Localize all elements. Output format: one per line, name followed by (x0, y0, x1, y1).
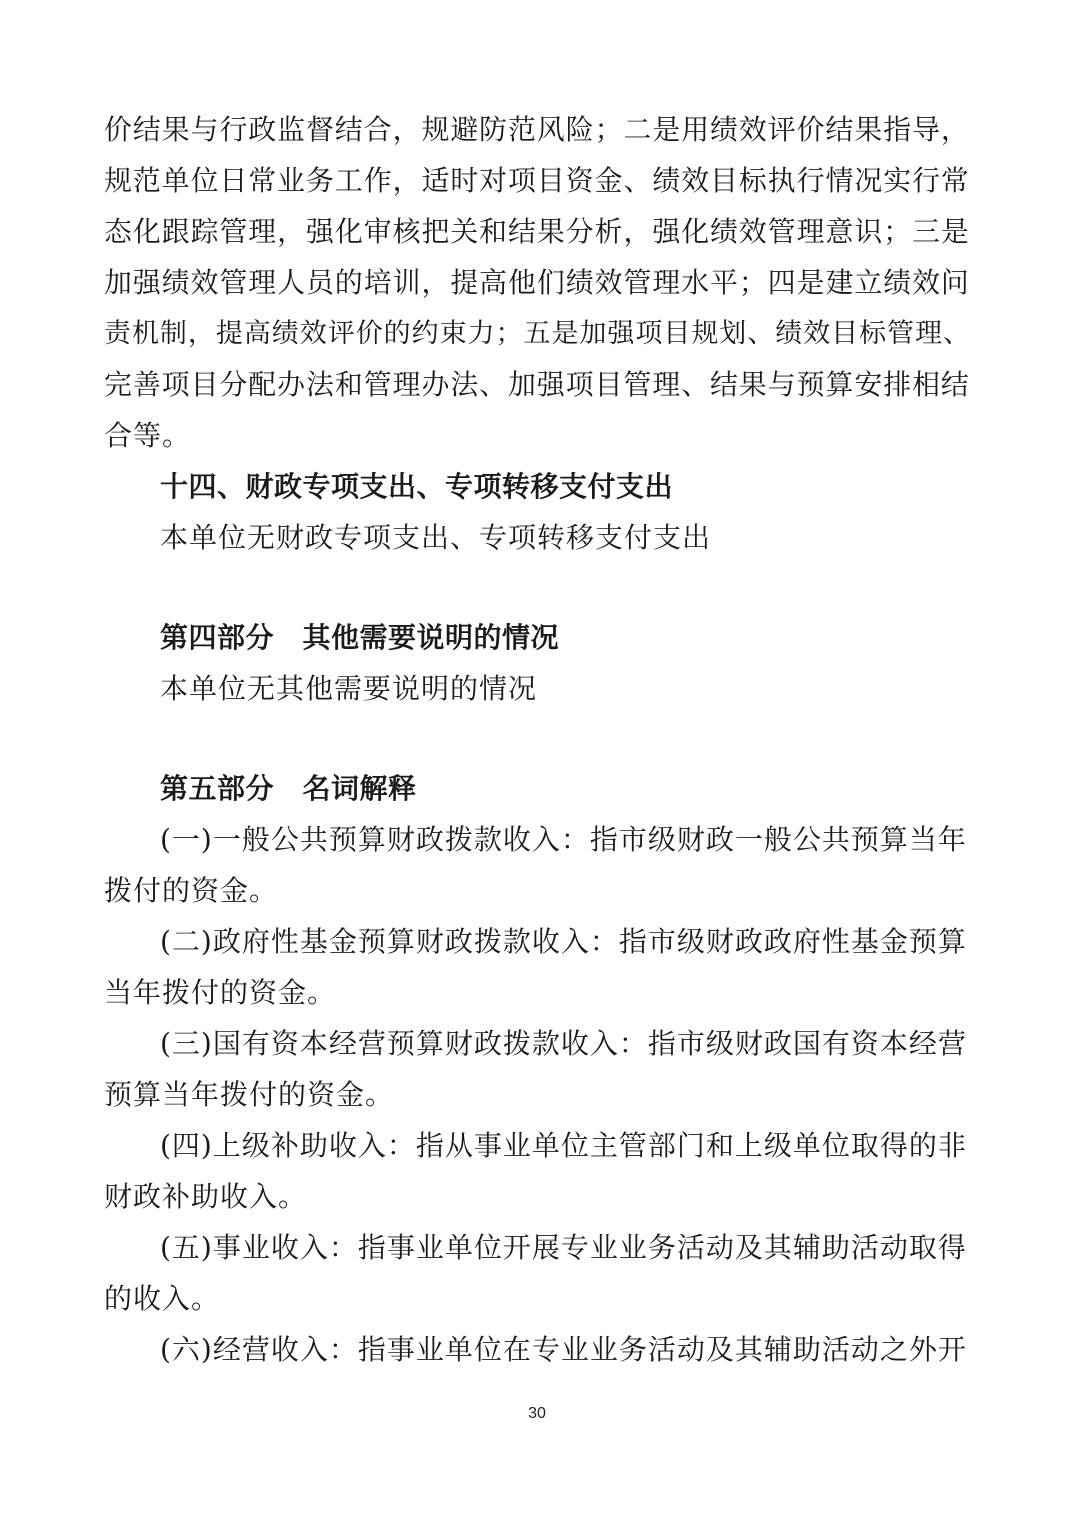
page-number: 30 (528, 1405, 546, 1422)
section-text: 本单位无财政专项支出、专项转移支付支出 (160, 521, 712, 554)
definition-line: 财政补助收入。 (104, 1180, 308, 1213)
definition-line: (一)一般公共预算财政拨款收入：指市级财政一般公共预算当年 (160, 823, 967, 856)
part-heading: 第五部分 名词解释 (160, 772, 417, 805)
definition-line: 预算当年拨付的资金。 (104, 1078, 395, 1111)
paragraph-line: 加强绩效管理人员的培训，提高他们绩效管理水平；四是建立绩效问 (104, 266, 970, 299)
paragraph-line: 合等。 (104, 419, 192, 452)
definition-line: (六)经营收入：指事业单位在专业业务活动及其辅助活动之外开 (160, 1333, 967, 1366)
definition-line: (四)上级补助收入：指从事业单位主管部门和上级单位取得的非 (160, 1129, 967, 1162)
definition-line: (二)政府性基金预算财政拨款收入：指市级财政政府性基金预算 (160, 925, 967, 958)
definition-line: 当年拨付的资金。 (104, 976, 337, 1009)
part-text: 本单位无其他需要说明的情况 (160, 672, 538, 705)
section-heading: 十四、财政专项支出、专项转移支付支出 (160, 470, 674, 503)
paragraph-line: 完善项目分配办法和管理办法、加强项目管理、结果与预算安排相结 (104, 368, 970, 401)
paragraph-line: 规范单位日常业务工作，适时对项目资金、绩效目标执行情况实行常 (104, 164, 970, 197)
definition-line: (五)事业收入：指事业单位开展专业业务活动及其辅助活动取得 (160, 1231, 967, 1264)
definition-line: 的收入。 (104, 1282, 221, 1315)
part-heading: 第四部分 其他需要说明的情况 (160, 621, 560, 654)
definition-line: (三)国有资本经营预算财政拨款收入：指市级财政国有资本经营 (160, 1027, 967, 1060)
paragraph-line: 态化跟踪管理，强化审核把关和结果分析，强化绩效管理意识；三是 (104, 215, 970, 248)
definition-line: 拨付的资金。 (104, 874, 279, 907)
paragraph-line: 责机制，提高绩效评价的约束力；五是加强项目规划、绩效目标管理、 (104, 318, 972, 349)
paragraph-line: 价结果与行政监督结合，规避防范风险；二是用绩效评价结果指导， (104, 113, 970, 146)
